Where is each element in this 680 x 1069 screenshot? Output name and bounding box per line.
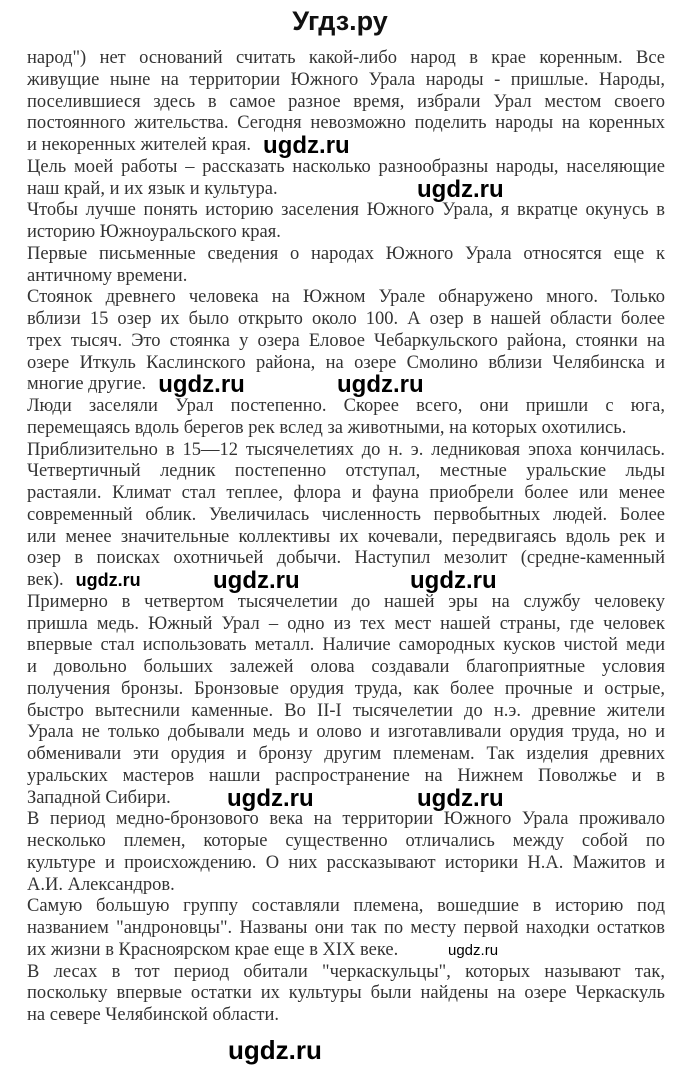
text-line-content: обменивали эти орудия и бронзу другим племенам. Так изделия древних (27, 744, 665, 764)
text-line (27, 48, 665, 70)
text-line-content: трех тысяч. Это стоянка у озера Еловое Чебаркульского района, стоянки на (27, 330, 665, 351)
text-line-content: Западной Сибири. (27, 787, 171, 808)
text-line (27, 92, 665, 114)
text-line-content: постоянного жительства. Сегодня невозможно поделить народы на коренных (27, 113, 665, 134)
paragraph (27, 396, 665, 440)
text-line (27, 657, 665, 679)
text-line (27, 396, 665, 418)
text-line-content: современный облик. Увеличилась численность первобытных людей. Более (27, 504, 665, 525)
text-line (27, 483, 665, 505)
text-line-content: их жизни в Красноярском крае еще в XIX веке. (27, 939, 399, 960)
text-line (27, 983, 665, 1005)
text-line (27, 701, 665, 723)
text-line (27, 461, 665, 483)
text-line-content: живущие ныне на территории Южного Урала народы - пришлые. Народы, (27, 69, 665, 90)
watermark: ugdz.ru (263, 132, 350, 159)
text-line-content: античному времени. (27, 265, 188, 286)
text-line (27, 918, 665, 940)
text-line-content: Люди заселяли Урал постепенно. Скорее всего, они пришли с юга, (27, 396, 665, 416)
text-line-content: Приблизительно в 15—12 тысячелетиях до н. э. ледниковая эпоха кончилась. (27, 439, 665, 460)
watermark: ugdz.ru (417, 784, 504, 812)
watermark: ugdz.ru (227, 784, 314, 812)
text-line (27, 722, 665, 744)
text-line-content: быстро вытеснили каменные. Во II-I тысячелетии до н.э. древние жители (27, 700, 665, 721)
watermark: ugdz.ru (228, 1035, 322, 1065)
text-line-content: названием "андроновцы". Названы они так по месту первой находки остатков (27, 918, 665, 938)
text-line-content: Первые письменные сведения о народах Южного Урала относятся еще к (27, 243, 665, 264)
text-line-content: Стоянок древнего человека на Южном Урале обнаружено много. Только (27, 287, 665, 308)
text-line (27, 567, 665, 594)
text-line (27, 784, 665, 812)
watermark: ugdz.ru (75, 570, 141, 590)
paragraph (27, 48, 665, 157)
document-body (27, 48, 665, 1027)
paragraph (27, 440, 665, 592)
watermark: ugdz.ru (448, 941, 499, 959)
text-line (27, 962, 665, 984)
text-line (27, 592, 665, 614)
text-line (27, 371, 665, 399)
text-line (27, 440, 665, 462)
watermark: ugdz.ru (213, 567, 300, 594)
text-line (27, 266, 665, 288)
text-line-content: растаяли. Климат стал теплее, флора и фауна приобрели более или менее (27, 483, 665, 503)
text-line-content: впервые стал использовать металл. Наличие самородных кусков чистой меди (27, 635, 665, 656)
text-line-content: получения бронзы. Бронзовые орудия труда, как более прочные и острые, (27, 678, 665, 699)
paragraph (27, 244, 665, 288)
text-line (27, 331, 665, 353)
text-line-content: В период медно-бронзового века на территории Южного Урала проживало (27, 809, 665, 830)
text-line-content: Самую большую группу составляли племена, вошедшие в историю под (27, 896, 665, 917)
text-line (27, 175, 665, 203)
paragraph (27, 157, 665, 201)
site-header-title: Угдз.ру (292, 6, 388, 36)
text-line (27, 614, 665, 636)
watermark: ugdz.ru (158, 371, 245, 399)
text-line-content: озере Иткуль Каслинского района, на озере Смолино вблизи Челябинска и (27, 352, 665, 373)
text-line-content: на севере Челябинской области. (27, 1005, 279, 1025)
paragraph (27, 287, 665, 399)
text-line (27, 1005, 665, 1027)
paragraph (27, 896, 665, 961)
text-line-content: культуре и происхождению. О них рассказывают историки Н.А. Мажитов и (27, 852, 665, 873)
paragraph (27, 592, 665, 810)
paragraph (27, 809, 665, 896)
text-line-content: Чтобы лучше понять историю заселения Южного Урала, я вкратце окунусь в (27, 200, 665, 221)
text-line (27, 831, 665, 853)
text-line-content: А.И. Александров. (27, 874, 175, 895)
watermark: ugdz.ru (337, 371, 424, 399)
text-line-content: или менее значительные коллективы их кочевали, передвигаясь вдоль рек и (27, 526, 665, 547)
text-line (27, 679, 665, 701)
text-line-content: Примерно в четвертом тысячелетии до нашей эры на службу человеку (27, 591, 665, 612)
text-line-content: Четвертичный ледник постепенно отступал, местные уральские льды (27, 461, 665, 482)
text-line-content: перемещаясь вдоль берегов рек вслед за животными, на которых охотились. (27, 417, 627, 438)
text-line (27, 940, 665, 962)
text-line-content: наш край, и их язык и культура. (27, 178, 278, 199)
text-line-content: и довольно больших залежей олова создавали благоприятные условия (27, 657, 665, 677)
text-line (27, 635, 665, 657)
text-line (27, 309, 665, 331)
text-line-content: В лесах в тот период обитали "черкаскульцы", которых называют так, (27, 961, 665, 982)
text-line-content: и некоренных жителей края. (27, 135, 252, 155)
text-line-content: Урала не только добывали медь и олово и изготавливали орудия труда, но и (27, 722, 665, 743)
text-line-content: историю Южноуральского края. (27, 222, 281, 242)
text-line-content: несколько племен, которые существенно отличались между собой по (27, 831, 665, 851)
text-line (27, 132, 665, 159)
text-line (27, 548, 665, 570)
text-line (27, 157, 665, 179)
text-line (27, 853, 665, 875)
text-line (27, 896, 665, 918)
text-line (27, 766, 665, 788)
text-line-content: поселившиеся здесь в самое разное время, избрали Урал местом своего (27, 91, 665, 112)
text-line (27, 244, 665, 266)
text-line (27, 505, 665, 527)
paragraph (27, 962, 665, 1027)
text-line (27, 222, 665, 244)
text-line (27, 70, 665, 92)
text-line (27, 809, 665, 831)
text-line (27, 287, 665, 309)
text-line-content: озер в поисках охотничьей добычи. Наступил мезолит (средне-каменный (27, 548, 665, 569)
text-line-content: век). (27, 570, 64, 590)
text-line-content: уральских мастеров нашли распространение на Нижнем Поволжье и в (27, 765, 665, 786)
text-line (27, 875, 665, 897)
text-line (27, 418, 665, 440)
text-line-content: народ") нет оснований считать какой-либо народ в крае коренным. Все (27, 48, 665, 68)
text-line-content: многие другие. (27, 374, 147, 395)
paragraph (27, 200, 665, 244)
text-line-content: пришла медь. Южный Урал – одно из тех мест нашей страны, где человек (27, 613, 665, 634)
text-line (27, 744, 665, 766)
watermark: ugdz.ru (410, 567, 497, 594)
watermark: ugdz.ru (417, 175, 504, 203)
text-line-content: вблизи 15 озер их было открыто около 100. А озер в нашей области более (27, 309, 665, 329)
text-line-content: Цель моей работы – рассказать насколько разнообразны народы, населяющие (27, 156, 665, 177)
text-line-content: поскольку впервые остатки их культуры были найдены на озере Черкаскуль (27, 983, 665, 1004)
text-line (27, 200, 665, 222)
text-line (27, 527, 665, 549)
